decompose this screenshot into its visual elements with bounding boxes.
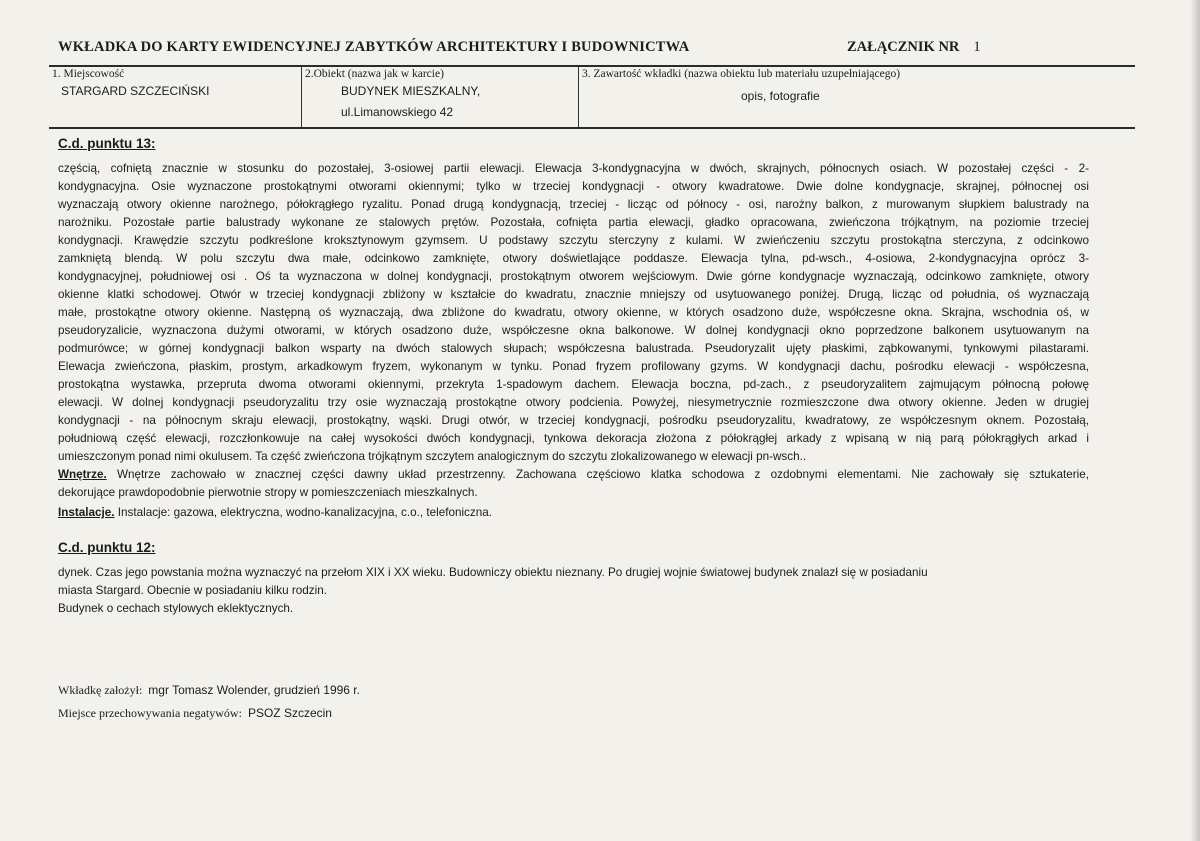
field-contents-value: opis, fotografie bbox=[741, 89, 820, 103]
field-object-value-name: BUDYNEK MIESZKALNY, bbox=[341, 84, 481, 98]
section-13-line: narożniku. Pozostałe partie balustrady wykonane ze stalowych prętów. Pozostała, cofnięta partia elewacji, gładko opracowana, zwieńczona trójkątnym, na poziomie trzeciej bbox=[58, 216, 1089, 229]
section-13-line: umieszczonym ponad nimi okulusem. Ta część zwieńczona trójkątnym szczytem analogicznym do szczytu zlokalizowanego w elewacji pn-wsch.. bbox=[58, 450, 807, 463]
section-12-line: dynek. Czas jego powstania można wyznaczyć na przełom XIX i XX wieku. Budowniczy obiektu nieznany. Po drugiej wojnie światowej budynek znalazł się w posiadaniu bbox=[58, 566, 928, 579]
interior-line: dekorujące prawdopodobnie pierwotnie stropy w pomieszczeniach mieszkalnych. bbox=[58, 486, 478, 499]
section-13-line: pseudoryzalicie, wyznaczona dużymi otworami, w których osadzono duże, współczesne okna balkonowe. W dolnej kondygnacji okno poprzedzone balkonem usytuowanym na bbox=[58, 324, 1089, 337]
field-object-value-address: ul.Limanowskiego 42 bbox=[341, 105, 454, 119]
section-13-line: wyznaczają otwory okienne narożnego, półokrągłego ryzalitu. Ponad drugą kondygnacją, trzeciej - licząc od północy - osi, narożny balkon, z murowanym słupkiem balustrady na bbox=[58, 198, 1089, 211]
footer-author bbox=[58, 683, 360, 698]
interior-line bbox=[58, 466, 1089, 484]
section-13-line: Elewacja zwieńczona, płaskim, prostym, arkadkowym fryzem, wykonanym w tynku. Ponad fryzem profilowany gzyms. W kondygnacji dachu, pośrodku elewacji - współczesna, bbox=[58, 360, 1089, 373]
section-13-heading: C.d. punktu 13: bbox=[58, 136, 156, 151]
header-fields-table bbox=[49, 65, 1135, 129]
section-13-line: zamkniętą blendą. W polu szczytu dwa małe, odcinkowo zamknięte, otwory doświetlające poddasze. Elewacja tylna, pd-wsch., 4-osiowa, 2-kondygnacyjna oprócz 3- bbox=[58, 252, 1089, 265]
field-locality bbox=[49, 67, 301, 127]
footer-author-label: Wkładkę założył: bbox=[58, 683, 143, 697]
section-13-line: kondygnacyjnej, południowej osi . Oś ta wyznaczona w dolnej kondygnacji, prostokątnym otworem wejściowym. Dwie górne kondygnacje wyznaczają, odcinkowo zamknięte, otwory bbox=[58, 270, 1089, 283]
footer-storage bbox=[58, 706, 332, 721]
field-object-label: 2.Obiekt (nazwa jak w karcie) bbox=[305, 68, 444, 80]
field-locality-value: STARGARD SZCZECIŃSKI bbox=[61, 84, 210, 98]
installations-line bbox=[58, 504, 1089, 522]
field-contents-label: 3. Zawartość wkładki (nazwa obiektu lub materiału uzupełniającego) bbox=[582, 68, 901, 80]
section-13-line: południową część elewacji, rozczłonkowuje na całej wysokości dwóch kondygnacji, tynkowa dekoracja złożona z półokrągłej arkady z wpisaną w nią parą półokrągłych arkad i bbox=[58, 432, 1089, 445]
interior-label: Wnętrze. bbox=[58, 468, 107, 481]
footer-storage-value: PSOZ Szczecin bbox=[247, 706, 332, 720]
field-locality-label: 1. Miejscowość bbox=[52, 68, 125, 80]
section-13-line: elewacji. W dolnej kondygnacji pseudoryzalitu trzy osie wyznaczają prostokątne otwory podcienia. Powyżej, niesymetrycznie rozmieszczone dwa otwory okienne. Jeden w drugiej bbox=[58, 396, 1089, 409]
annex-label-text: ZAŁĄCZNIK NR bbox=[847, 39, 960, 55]
section-12-line: miasta Stargard. Obecnie w posiadaniu kilku rodzin. bbox=[58, 584, 327, 597]
section-13-line: podmurówce; w górnej kondygnacji balkon wsparty na dwóch stalowych słupach; współczesna balustrada. Pseudoryzalit ujęty płaskimi, ząbkowanymi, tynkowymi pilastarami. bbox=[58, 342, 1089, 355]
section-13-line: kondygnacji. Krawędzie szczytu podkreślone kroksztynowym gzymsem. U podstawy szczytu sterczyny z kulami. W zwieńczeniu szczytu prostokątna sterczyna, z odcinkowo bbox=[58, 234, 1089, 247]
annex-label bbox=[847, 39, 981, 56]
field-object bbox=[301, 67, 579, 127]
section-12-heading: C.d. punktu 12: bbox=[58, 540, 156, 555]
section-13-line: częścią, cofniętą znacznie w stosunku do pozostałej, 3-osiowej partii elewacji. Elewacja 3-kondygnacyjna w dwóch, skrajnych, północnych osiach. W pozostałej części - 2- bbox=[58, 162, 1089, 175]
section-13-line: kondygnacji - na północnym skraju elewacji, prostokątny, wąski. Drugi otwór, w trzeciej kondygnacji, pośrodku pseudoryzalitu, kwadratowy, ze współczesnym oknem. Pozostałą, bbox=[58, 414, 1089, 427]
installations-label: Instalacje. bbox=[58, 506, 115, 519]
footer-storage-label: Miejsce przechowywania negatywów: bbox=[58, 706, 242, 720]
document-title: WKŁADKA DO KARTY EWIDENCYJNEJ ZABYTKÓW ARCHITEKTURY I BUDOWNICTWA bbox=[58, 39, 690, 55]
annex-number: 1 bbox=[973, 39, 981, 55]
installations-text: Instalacje: gazowa, elektryczna, wodno-kanalizacyjna, c.o., telefoniczna. bbox=[117, 506, 492, 519]
section-13-line: małe, prostokątne otwory okienne. Następną oś wyznaczają, dwa zbliżone do kwadratu, otwory okienne, w których osadzono duże, współczesne okna. Skrajna, wschodnia oś, w bbox=[58, 306, 1089, 319]
field-contents bbox=[578, 67, 1136, 127]
section-13-line: okienne klatki schodowej. Otwór w trzeciej kondygnacji zbliżony w kształcie do kwadratu, znacznie mniejszy od usytuowanego poniżej. Drugą, licząc od południa, oś wyznaczają bbox=[58, 288, 1089, 301]
section-13-line: kondygnacyjna. Osie wyznaczone prostokątnymi otworami okiennymi; tylko w trzeciej kondygnacji - otwory kwadratowe. Dwie dolne kondygnacje, skrajnej, północnej osi bbox=[58, 180, 1089, 193]
interior-text: Wnętrze zachowało w znacznej części dawny układ przestrzenny. Zachowana częściowo klatka schodowa z ozdobnymi elementami. Nie zachowały się sztukaterie, bbox=[116, 468, 1089, 481]
section-13-line: prostokątna wystawka, przepruta dwoma otworami okiennymi, przekryta 1-spadowym dachem. Elewacja boczna, pd-zach., z pseudoryzalitem zajmującym północną połowę bbox=[58, 378, 1089, 391]
section-12-line: Budynek o cechach stylowych eklektycznych. bbox=[58, 602, 294, 615]
footer-author-value: mgr Tomasz Wolender, grudzień 1996 r. bbox=[148, 683, 360, 697]
